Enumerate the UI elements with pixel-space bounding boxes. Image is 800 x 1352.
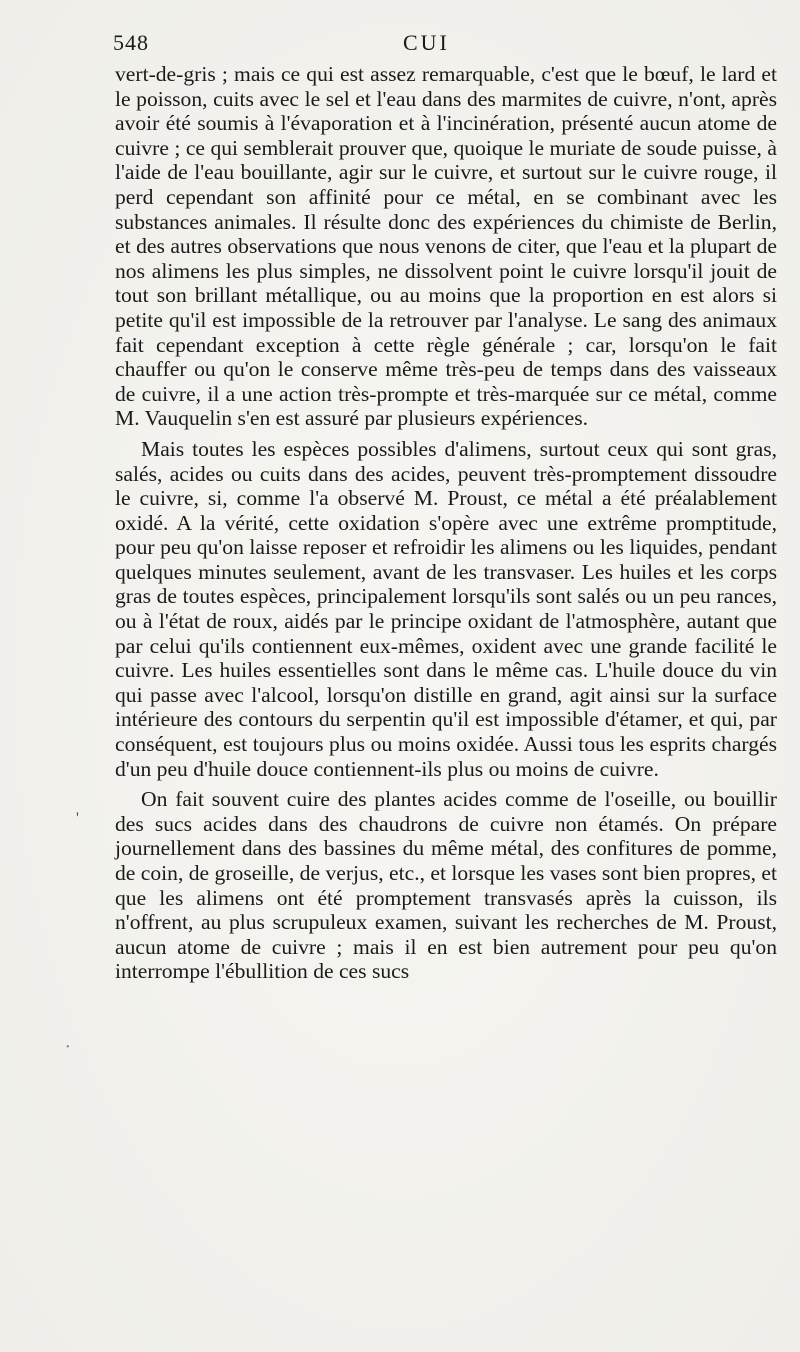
- page-number: 548: [113, 30, 149, 55]
- paragraph: On fait souvent cuire des plantes acides comme de l'oseille, ou bouillir des sucs acides dans des chaudrons de cuivre non étamés. On prépare journellement dans des bassines du même métal, des confitures de pomme, de coin, de groseille, de verjus, etc., et lorsque les vases sont bien propres, et que les alimens ont été promptement transvasés après la cuisson, ils n'offrent, au plus scrupuleux examen, suivant les recherches de M. Proust, aucun atome de cuivre ; mais il en est bien autrement pour peu qu'on interrompe l'ébullition de ces sucs: [115, 787, 778, 984]
- running-head: [113, 30, 777, 60]
- margin-mark: ': [76, 810, 79, 827]
- paragraph-continued: vert-de-gris ; mais ce qui est assez remarquable, c'est que le bœuf, le lard et le poisson, cuits avec le sel et l'eau dans des marmites de cuivre, n'ont, après avoir été soumis à l'évaporation et à l'incinération, présenté aucun atome de cuivre ; ce qui semblerait prouver que, quoique le muriate de soude puisse, à l'aide de l'eau bouillante, agir sur le cuivre, et surtout sur le cuivre rouge, il perd cependant son affinité pour ce métal, en se combinant avec les substances animales. Il résulte donc des expériences du chimiste de Berlin, et des autres observations que nous venons de citer, que l'eau et la plupart de nos alimens les plus simples, ne dissolvent point le cuivre lorsqu'il jouit de tout son brillant métallique, ou au moins que la proportion en est alors si petite qu'il est impossible de la retrouver par l'analyse. Le sang des animaux fait cependant exception à cette règle générale ; car, lorsqu'on le fait chauffer ou qu'on le conserve même très-peu de temps dans des vaisseaux de cuivre, il a une action très-prompte et très-marquée sur ce métal, comme M. Vauquelin s'en est assuré par plusieurs expériences.: [115, 62, 777, 431]
- paragraph: Mais toutes les espèces possibles d'alimens, surtout ceux qui sont gras, salés, acides ou cuits dans des acides, peuvent très-promptement dissoudre le cuivre, si, comme l'a observé M. Proust, ce métal a été préalablement oxidé. A la vérité, cette oxidation s'opère avec une extrême promptitude, pour peu qu'on laisse reposer et refroidir les alimens ou les liquides, pendant quelques minutes seulement, avant de les transvaser. Les huiles et les corps gras de toutes espèces, principalement lorsqu'ils sont salés ou un peu rances, ou à l'état de roux, aidés par le principe oxidant de l'atmosphère, autant que par celui qu'ils contiennent eux-mêmes, oxident avec une grande facilité le cuivre. Les huiles essentielles sont dans le même cas. L'huile douce du vin qui passe avec l'alcool, lorsqu'on distille en grand, agit ainsi sur la surface intérieure des contours du serpentin qu'il est impossible d'étamer, et qui, par conséquent, est toujours plus ou moins oxidée. Aussi tous les esprits chargés d'un peu d'huile douce contiennent-ils plus ou moins de cuivre.: [115, 436, 777, 781]
- running-title: CUI: [403, 30, 450, 55]
- margin-mark: •: [66, 1042, 70, 1053]
- body-text: [115, 62, 777, 984]
